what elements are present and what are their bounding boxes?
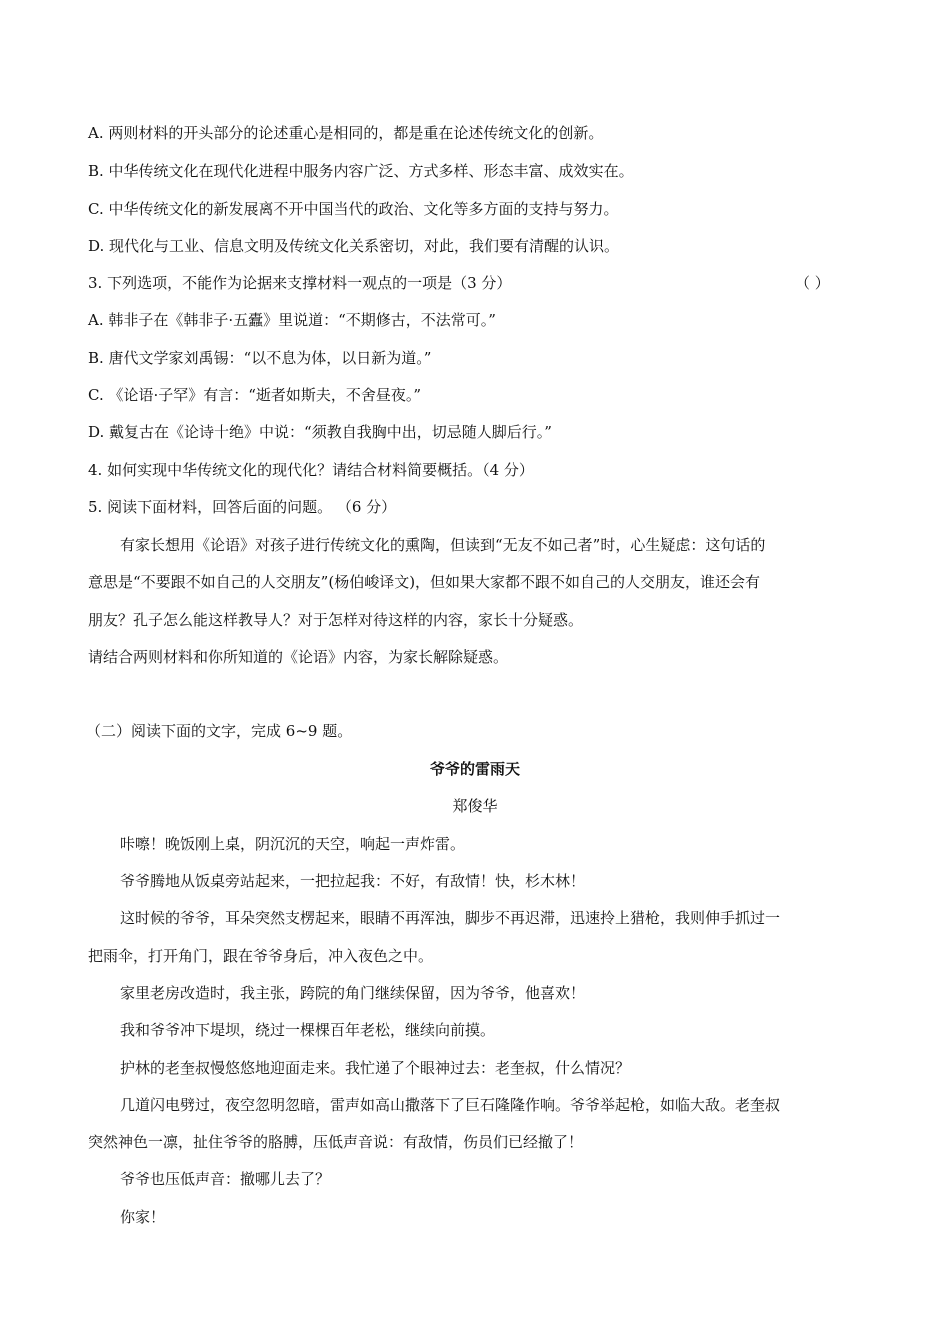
story-paragraph-continued: 把雨伞，打开角门，跟在爷爷身后，冲入夜色之中。 (88, 947, 434, 965)
q5-material-line-1: 有家长想用《论语》对孩子进行传统文化的熏陶，但读到“无友不如己者”时，心生疑虑：这句话的 (120, 536, 766, 554)
story-author: 郑俊华 (452, 797, 498, 815)
q3-option-d: D. 戴复古在《论诗十绝》中说：“须教自我胸中出，切忌随人脚后行。” (88, 423, 552, 441)
q2-option-d: D. 现代化与工业、信息文明及传统文化关系密切，对此，我们要有清醒的认识。 (88, 237, 620, 255)
q3-answer-blank: （ ） (795, 274, 830, 292)
q3-option-c: C. 《论语·子罕》有言：“逝者如斯夫，不舍昼夜。” (88, 386, 422, 404)
q3-stem: 3. 下列选项，不能作为论据来支撑材料一观点的一项是（3 分） (88, 274, 512, 292)
story-paragraph: 护林的老奎叔慢悠悠地迎面走来。我忙递了个眼神过去：老奎叔，什么情况？ (120, 1059, 631, 1077)
story-paragraph: 这时候的爷爷，耳朵突然支楞起来，眼睛不再浑浊，脚步不再迟滞，迅速拎上猎枪，我则伸手抓过一 (120, 909, 781, 927)
q4-stem: 4. 如何实现中华传统文化的现代化？请结合材料简要概括。（4 分） (88, 461, 534, 479)
q5-material-line-3: 朋友？孔子怎么能这样教导人？对于怎样对待这样的内容，家长十分疑惑。 (88, 611, 584, 629)
story-paragraph: 爷爷腾地从饭桌旁站起来，一把拉起我：不好，有敌情！快，杉木林！ (120, 872, 586, 890)
q3-option-b: B. 唐代文学家刘禹锡：“以不息为体，以日新为道。” (88, 349, 432, 367)
q5-stem: 5. 阅读下面材料，回答后面的问题。 （6 分） (88, 498, 397, 516)
story-paragraph: 爷爷也压低声音：撤哪儿去了？ (120, 1170, 331, 1188)
q5-instruction: 请结合两则材料和你所知道的《论语》内容，为家长解除疑惑。 (88, 648, 509, 666)
story-paragraph-continued: 突然神色一凛，扯住爷爷的胳膊，压低声音说：有敌情，伤员们已经撤了！ (88, 1133, 584, 1151)
story-title: 爷爷的雷雨天 (429, 760, 520, 778)
story-paragraph: 咔嚓！晚饭刚上桌，阴沉沉的天空，响起一声炸雷。 (120, 835, 466, 853)
story-paragraph: 几道闪电劈过，夜空忽明忽暗，雷声如高山撒落下了巨石隆隆作响。爷爷举起枪，如临大敌。老奎叔 (120, 1096, 781, 1114)
story-paragraph: 你家！ (120, 1208, 166, 1226)
story-paragraph: 家里老房改造时，我主张，跨院的角门继续保留，因为爷爷，他喜欢！ (120, 984, 586, 1002)
q3-option-a: A. 韩非子在《韩非子·五蠹》里说道：“不期修古，不法常可。” (88, 311, 496, 329)
q5-material-line-2: 意思是“不要跟不如自己的人交朋友”(杨伯峻译文)，但如果大家都不跟不如自己的人交朋友，谁还会有 (88, 573, 761, 591)
section2-heading: （二）阅读下面的文字，完成 6~9 题。 (86, 722, 353, 740)
q2-option-c: C. 中华传统文化的新发展离不开中国当代的政治、文化等多方面的支持与努力。 (88, 200, 619, 218)
q2-option-b: B. 中华传统文化在现代化进程中服务内容广泛、方式多样、形态丰富、成效实在。 (88, 162, 634, 180)
story-paragraph: 我和爷爷冲下堤坝，绕过一棵棵百年老松，继续向前摸。 (120, 1021, 496, 1039)
q2-option-a: A. 两则材料的开头部分的论述重心是相同的，都是重在论述传统文化的创新。 (88, 124, 604, 142)
